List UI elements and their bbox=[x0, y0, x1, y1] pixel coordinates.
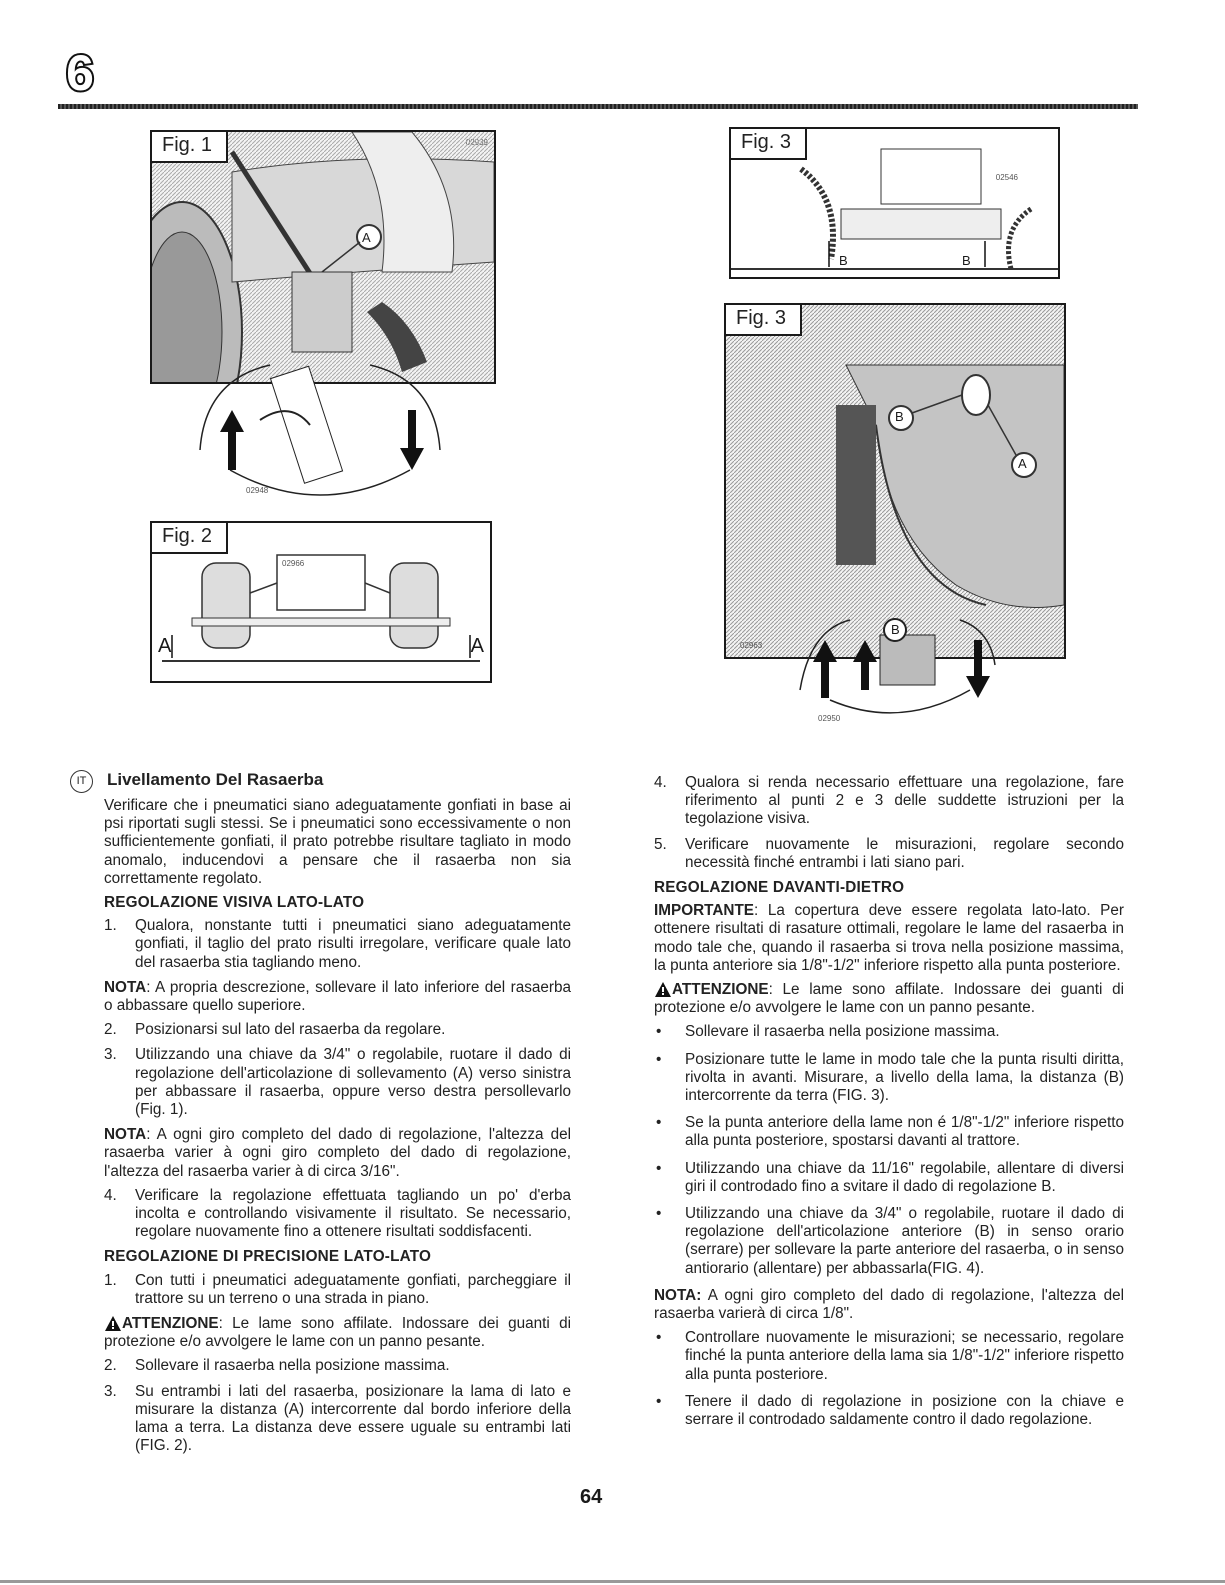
language-badge: IT bbox=[70, 770, 93, 793]
note-paragraph: NOTA: A ogni giro completo del dado di regolazione, l'altezza del rasaerba varier à ogni giro completo del dado di regolazione, l'altezza del rasaerba varier à di circa 3/16". bbox=[104, 1126, 571, 1180]
figure-3-top-callout-right: B bbox=[962, 253, 971, 268]
figure-1-code-bottom: 02948 bbox=[246, 486, 269, 495]
figure-3-callout-b: B bbox=[895, 409, 904, 424]
bullet-item: • Posizionare tutte le lame in modo tale che la punta risulti diritta, rivolta in avanti. Misurare, a livello della lama, la distanza (B) intercorrente da terra (FIG. 3). bbox=[656, 1050, 1124, 1105]
warning-icon bbox=[654, 981, 672, 998]
bottom-rule bbox=[0, 1580, 1225, 1583]
heading-precision-side: REGOLAZIONE DI PRECISIONE LATO-LATO bbox=[104, 1248, 432, 1266]
right-column bbox=[654, 774, 1124, 1438]
warning-paragraph: ATTENZIONE: Le lame sono affilate. Indossare dei guanti di protezione e/o avvolgere le lame con un panno pesante. bbox=[104, 1315, 571, 1351]
figure-2 bbox=[150, 521, 492, 683]
figure-3-bottom-label: Fig. 3 bbox=[726, 305, 802, 336]
figure-3-code-bottom: 02950 bbox=[818, 714, 841, 723]
list-item: 3. Utilizzando una chiave da 3/4" o regolabile, ruotare il dado di regolazione dell'articolazione di sollevamento (A) verso sinistra per abbassare il rasaerba, oppure verso destra persollevarlo (Fig. 1). bbox=[104, 1046, 571, 1119]
heading-front-back: REGOLAZIONE DAVANTI-DIETRO bbox=[654, 879, 905, 897]
left-column bbox=[76, 770, 571, 1463]
bullet-item: • Sollevare il rasaerba nella posizione massima. bbox=[656, 1023, 1000, 1041]
list-item: 4. Qualora si renda necessario effettuare una regolazione, fare riferimento al punti 2 e 3 delle suddette istruzioni per la tegolazione visiva. bbox=[654, 774, 1124, 828]
figure-1-illustration bbox=[152, 132, 494, 382]
list-item: 5. Verificare nuovamente le misurazioni, regolare secondo necessità finché entrambi i lati siano pari. bbox=[654, 835, 1124, 871]
figure-3-top-callout-left: B bbox=[839, 253, 848, 268]
warning-icon bbox=[104, 1315, 122, 1332]
figure-2-label: Fig. 2 bbox=[152, 523, 228, 554]
figure-1-callout-a: A bbox=[362, 230, 371, 245]
figure-3-top-label: Fig. 3 bbox=[731, 129, 807, 160]
important-paragraph: IMPORTANTE: La copertura deve essere regolata lato-lato. Per ottenere risultati di rasature ottimali, regolare le lame del rasaerba in modo tale che, quando il rasaerba si trova nella posizione massima, la punta anteriore sia 1/8"-1/2" inferiore rispetto alla punta posteriore. bbox=[654, 902, 1124, 974]
figure-3-top-code: 02546 bbox=[995, 173, 1018, 182]
section-title bbox=[70, 770, 537, 793]
bullet-item: • Tenere il dado di regolazione in posizione con la chiave e serrare il controdado saldamente contro il dado regolazione. bbox=[656, 1392, 1124, 1429]
note-paragraph: NOTA: A propria descrezione, sollevare il lato inferiore del rasaerba o abbassare quello superiore. bbox=[104, 978, 571, 1015]
list-item: 2. Sollevare il rasaerba nella posizione massima. bbox=[104, 1357, 450, 1375]
figure-2-callout-left: A bbox=[158, 635, 172, 657]
list-item: 3. Su entrambi i lati del rasaerba, posizionare la lama di lato e misurare la distanza (A) intercorrente dal bordo inferiore della lama a terra. La distanza deve essere uguale su entrambi lati (FIG. 2). bbox=[104, 1382, 571, 1455]
figure-2-code: 02966 bbox=[282, 559, 305, 568]
figure-3-side-view bbox=[729, 127, 1060, 279]
section-number-badge bbox=[58, 48, 102, 96]
header-rule bbox=[58, 104, 1138, 109]
bullet-item: • Se la punta anteriore della lame non é 1/8"-1/2" inferiore rispetto alla punta posteriore, spostarsi davanti al trattore. bbox=[656, 1114, 1124, 1150]
page-number: 64 bbox=[580, 1486, 603, 1508]
figure-1-detail bbox=[190, 360, 450, 510]
figure-3-nut-detail bbox=[790, 610, 1010, 720]
list-item: 1. Con tutti i pneumatici adeguatamente gonfiati, parcheggiare il trattore su un terreno o una strada in piano. bbox=[104, 1271, 571, 1307]
intro-paragraph: Verificare che i pneumatici siano adeguatamente gonfiati in base ai psi riportati sugli stessi. Se i pneumatici sono eccessivamente o non sufficientemente gonfiati, il prato potrebbe risultare tagliato in modo anomalo, inducendovi a pensare che il rasaerba non sia correttamente regolato. bbox=[104, 797, 571, 887]
list-item: 2. Posizionarsi sul lato del rasaerba da regolare. bbox=[104, 1021, 446, 1039]
svg-text:6: 6 bbox=[66, 48, 94, 96]
section-title-text: Livellamento Del Rasaerba bbox=[107, 770, 324, 789]
heading-visual-side: REGOLAZIONE VISIVA LATO-LATO bbox=[104, 894, 365, 912]
bullet-item: • Utilizzando una chiave da 11/16" regolabile, allentare di diversi giri il controdado fino a svitare il dado di regolazione B. bbox=[656, 1159, 1124, 1195]
list-item: 4. Verificare la regolazione effettuata tagliando un po' d'erba incolta e controllando visivamente il risultato. Se necessario, regolare nuovamente fino a ottenere risultati soddisfacenti. bbox=[104, 1186, 571, 1241]
bullet-item: • Utilizzando una chiave da 3/4" o regolabile, ruotare il dado di regolazione dell'articolazione anteriore (B) in senso orario (serrare) per sollevare la parte anteriore del rasaerba, o in senso antiorario (allentare) per abbassarla(FIG. 4). bbox=[656, 1205, 1124, 1277]
figure-3-detail-illustration bbox=[726, 305, 1064, 657]
figure-3-callout-b2: B bbox=[891, 622, 900, 637]
list-item: 1. Qualora, nonstante tutti i pneumatici siano adeguatamente gonfiati, il taglio del prato risulti irregolare, verificare quale lato del rasaerba stia tagliando meno. bbox=[104, 917, 571, 971]
bullet-item: • Controllare nuovamente le misurazioni; se necessario, regolare finché la punta anteriore della lama sia 1/8"-1/2" inferiore rispetto alla punta posteriore. bbox=[656, 1329, 1124, 1383]
figure-3-bottom-code: 02963 bbox=[740, 641, 763, 650]
figure-3-detail-view bbox=[724, 303, 1066, 659]
figure-2-callout-right: A bbox=[470, 635, 484, 657]
figure-1 bbox=[150, 130, 496, 384]
note-paragraph: NOTA: A ogni giro completo del dado di regolazione, l'altezza del rasaerba varierà di circa 1/8". bbox=[654, 1286, 1124, 1323]
figure-3-callout-a: A bbox=[1018, 456, 1027, 471]
warning-paragraph: ATTENZIONE: Le lame sono affilate. Indossare dei guanti di protezione e/o avvolgere le lame con un panno pesante. bbox=[654, 981, 1124, 1017]
figure-1-label: Fig. 1 bbox=[152, 132, 228, 163]
